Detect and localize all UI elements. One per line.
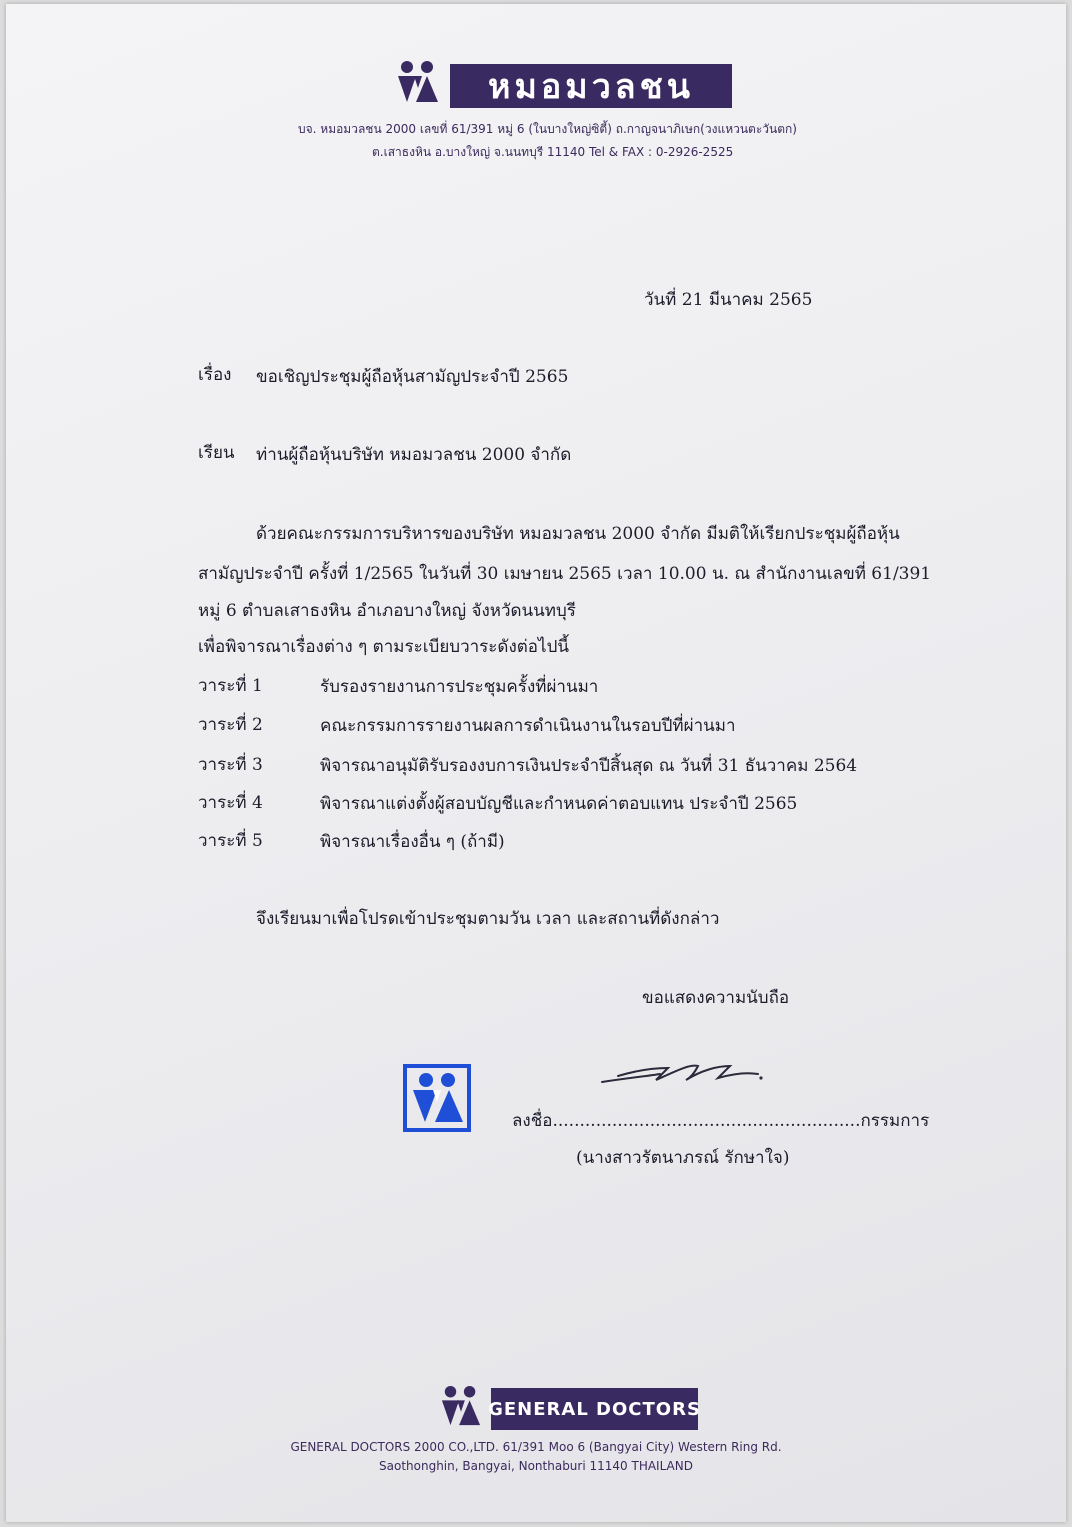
letter-date: วันที่ 21 มีนาคม 2565 <box>644 290 813 310</box>
paragraph-line-3: หมู่ 6 ตำบลเสาธงหิน อำเภอบางใหญ่ จังหวัดนนทบุรี <box>198 601 576 621</box>
brand-banner <box>450 64 732 108</box>
subject-label: เรื่อง <box>198 365 232 385</box>
agenda-text-1: รับรองรายงานการประชุมครั้งที่ผ่านมา <box>320 677 599 697</box>
header-address-line2: ต.เสาธงหิน อ.บางใหญ่ จ.นนทบุรี 11140 Tel & FAX : 0-2926-2525 <box>372 145 734 159</box>
agenda-label-5: วาระที่ 5 <box>198 831 263 851</box>
footer-brand-banner <box>488 1388 701 1430</box>
to-text: ท่านผู้ถือหุ้นบริษัท หมอมวลชน 2000 จำกัด <box>256 445 572 465</box>
agenda-label-3: วาระที่ 3 <box>198 755 263 775</box>
agenda-text-4: พิจารณาแต่งตั้งผู้สอบบัญชีและกำหนดค่าตอบแทน ประจำปี 2565 <box>320 794 798 814</box>
paragraph-line-4: เพื่อพิจารณาเรื่องต่าง ๆ ตามระเบียบวาระดังต่อไปนี้ <box>198 637 569 657</box>
subject-text: ขอเชิญประชุมผู้ถือหุ้นสามัญประจำปี 2565 <box>256 367 569 387</box>
closing-salutation: ขอแสดงความนับถือ <box>642 988 790 1008</box>
people-logo-icon <box>396 60 440 106</box>
header-address-line1: บจ. หมอมวลชน 2000 เลขที่ 61/391 หมู่ 6 (ในบางใหญ่ซิตี้) ถ.กาญจนาภิเษก(วงแหวนตะวันตก) <box>298 122 797 136</box>
to-label: เรียน <box>198 443 235 463</box>
brand-thai: หมอมวลชน <box>488 67 694 107</box>
closing-paragraph: จึงเรียนมาเพื่อโปรดเข้าประชุมตามวัน เวลา และสถานที่ดังกล่าว <box>256 909 720 929</box>
company-stamp-icon <box>403 1064 471 1132</box>
footer-brand-en: GENERAL DOCTORS <box>488 1398 701 1420</box>
agenda-text-5: พิจารณาเรื่องอื่น ๆ (ถ้ามี) <box>320 832 505 852</box>
footer-people-logo-icon <box>440 1385 482 1429</box>
paragraph-line-1: ด้วยคณะกรรมการบริหารของบริษัท หมอมวลชน 2000 จำกัด มีมติให้เรียกประชุมผู้ถือหุ้น <box>256 524 900 544</box>
agenda-label-1: วาระที่ 1 <box>198 676 263 696</box>
agenda-text-3: พิจารณาอนุมัติรับรองงบการเงินประจำปีสิ้นสุด ณ วันที่ 31 ธันวาคม 2564 <box>320 756 858 776</box>
signer-name: (นางสาวรัตนาภรณ์ รักษาใจ) <box>576 1148 790 1168</box>
agenda-text-2: คณะกรรมการรายงานผลการดำเนินงานในรอบปีที่ผ่านมา <box>320 716 736 736</box>
footer-address-line1: GENERAL DOCTORS 2000 CO.,LTD. 61/391 Moo 6 (Bangyai City) Western Ring Rd. <box>290 1440 782 1454</box>
paragraph-line-2: สามัญประจำปี ครั้งที่ 1/2565 ในวันที่ 30 เมษายน 2565 เวลา 10.00 น. ณ สำนักงานเลขที่ 61/391 <box>198 564 932 584</box>
handwritten-signature-icon <box>598 1056 768 1092</box>
agenda-label-2: วาระที่ 2 <box>198 715 263 735</box>
agenda-label-4: วาระที่ 4 <box>198 793 263 813</box>
footer-address-line2: Saothonghin, Bangyai, Nonthaburi 11140 THAILAND <box>379 1459 693 1473</box>
signature-line: ลงชื่อ.........................................................กรรมการ <box>512 1111 930 1131</box>
